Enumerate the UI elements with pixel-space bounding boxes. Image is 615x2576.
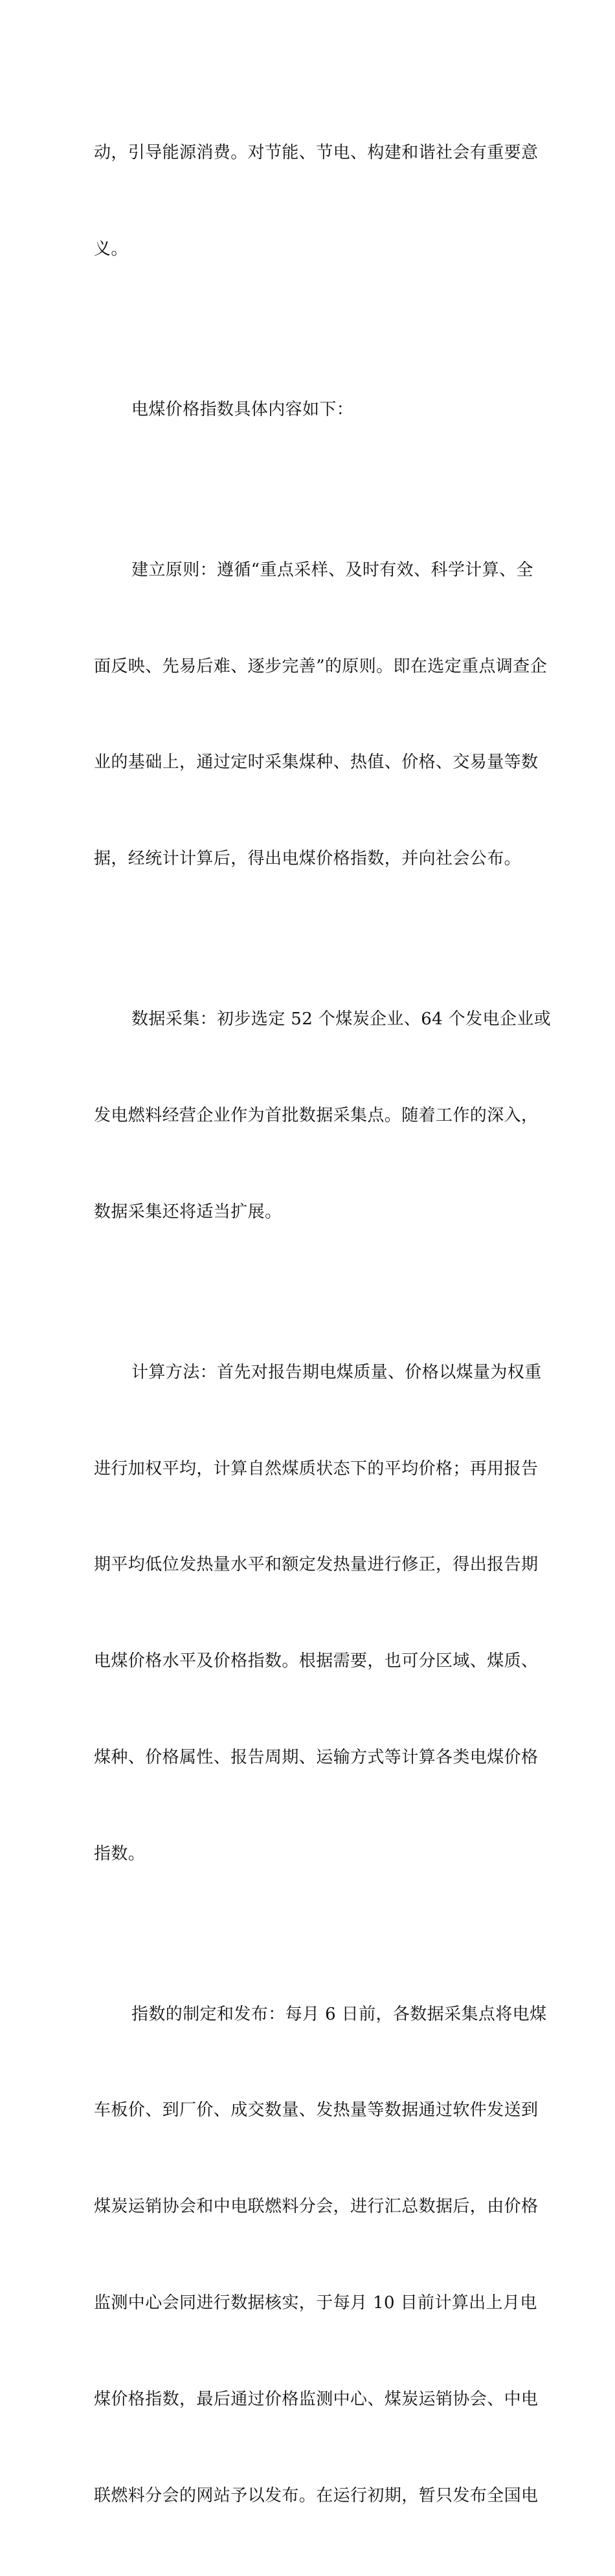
text-line: 车板价、到厂价、成交数量、发热量等数据通过软件发送到 xyxy=(94,2100,539,2120)
paragraph-principles xyxy=(94,490,548,940)
text-line: 电煤价格水平及价格指数。根据需要，也可分区域、煤质、 xyxy=(94,1651,539,1671)
text-line: 煤种、价格属性、报告周期、运输方式等计算各类电煤价格 xyxy=(94,1747,539,1767)
text-line: 发电燃料经营企业作为首批数据采集点。随着工作的深入， xyxy=(94,1106,539,1125)
text-line: 计算方法：首先对报告期电煤质量、价格以煤量为权重 xyxy=(131,1362,542,1382)
text-line: 建立原则：遵循“重点采样、及时有效、科学计算、全 xyxy=(131,560,533,580)
text-line: 监测中心会同进行数据核实，于每月 10 目前计算出上月电 xyxy=(94,2293,537,2313)
paragraph-calculation-method xyxy=(94,1293,542,1935)
text-line: 动，引导能源消费。对节能、节电、构建和谐社会有重要意 xyxy=(94,143,539,163)
text-line: 据，经统计计算后，得出电煤价格指数，并向社会公布。 xyxy=(94,849,522,869)
text-line: 电煤价格指数具体内容如下： xyxy=(131,399,354,419)
text-line: 煤价格指数，最后通过价格监测中心、煤炭运销协会、中电 xyxy=(94,2389,539,2409)
text-line: 指数的制定和发布：每月 6 日前，各数据采集点将电煤 xyxy=(131,2004,547,2024)
text-line: 义。 xyxy=(94,239,128,259)
text-line: 期平均低位发热量水平和额定发热量进行修正，得出报告期 xyxy=(94,1555,539,1575)
paragraph-intro xyxy=(94,330,524,490)
paragraph-continuation xyxy=(94,73,539,330)
text-line: 数据采集还将适当扩展。 xyxy=(94,1202,282,1222)
paragraph-publication xyxy=(94,1934,547,2576)
text-line: 数据采集：初步选定 52 个煤炭企业、64 个发电企业或 xyxy=(131,1009,552,1029)
text-line: 面反映、先易后难、逐步完善”的原则。即在选定重点调查企 xyxy=(94,656,548,676)
text-line: 指数。 xyxy=(94,1844,146,1864)
text-line: 煤炭运销协会和中电联燃料分会，进行汇总数据后，由价格 xyxy=(94,2197,539,2217)
text-line: 业的基础上，通过定时采集煤种、热值、价格、交易量等数 xyxy=(94,753,539,773)
document-page xyxy=(94,73,552,2576)
paragraph-data-collection xyxy=(94,940,552,1293)
text-line: 联燃料分会的网站予以发布。在运行初期，暂只发布全国电 xyxy=(94,2485,539,2505)
text-line: 进行加权平均，计算自然煤质状态下的平均价格；再用报告 xyxy=(94,1459,539,1479)
